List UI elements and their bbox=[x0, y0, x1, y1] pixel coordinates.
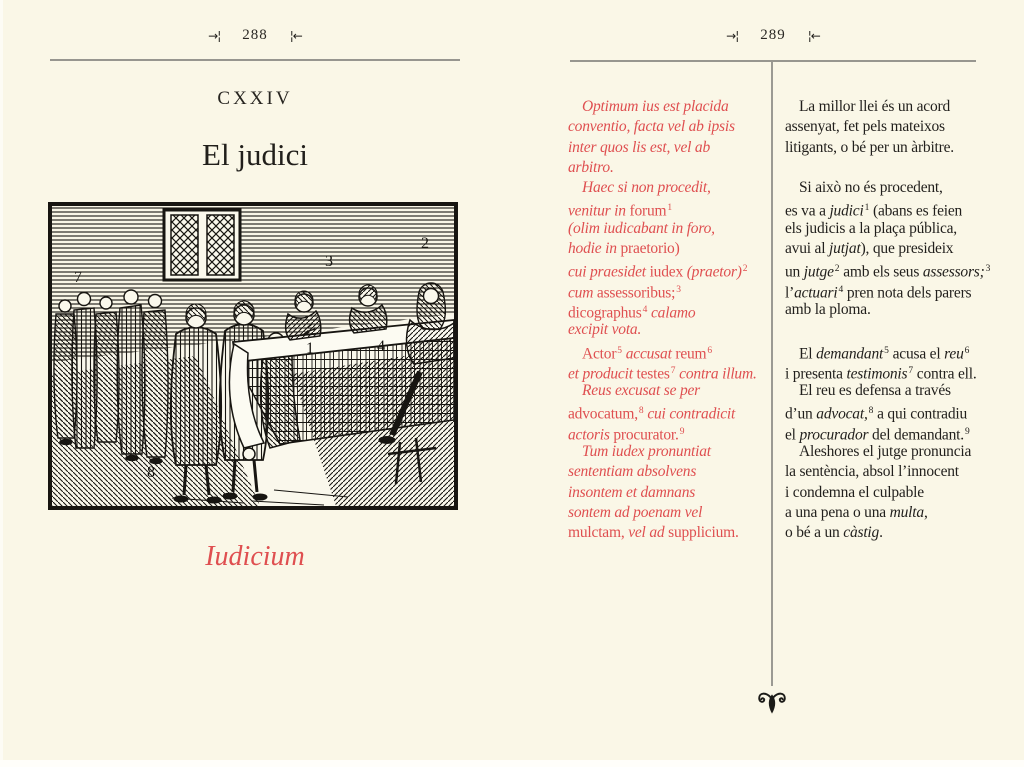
text-line: Haec si non procedit, bbox=[582, 179, 711, 197]
text-line: et producit testes$^7$ contra illum. bbox=[568, 365, 757, 383]
text-line: venitur in forum$^1$ bbox=[568, 202, 673, 220]
text-line: amb la ploma. bbox=[785, 300, 871, 318]
text-line bbox=[785, 158, 985, 178]
illustration-label: 3 bbox=[325, 253, 333, 270]
text-line: l’actuari$^4$ pren nota dels parers bbox=[785, 284, 972, 302]
chapter-number: CXXIV bbox=[217, 88, 293, 109]
arrow-to-bar-icon: →¦ bbox=[208, 28, 221, 43]
illustration-label: 7 bbox=[74, 269, 82, 286]
text-line: Actor$^5$ accusat reum$^6$ bbox=[582, 345, 713, 363]
illustration-label: 2 bbox=[421, 235, 429, 252]
text-line: els judicis a la plaça pública, bbox=[785, 219, 957, 237]
text-line: hodie in praetorio) bbox=[568, 240, 680, 258]
right-header-rule bbox=[570, 60, 976, 62]
arrow-to-bar-icon: →¦ bbox=[726, 28, 739, 43]
text-line: cum assessoribus;$^3$ bbox=[568, 284, 681, 302]
text-line: El demandant$^5$ acusa el reu$^6$ bbox=[799, 345, 970, 363]
text-line: advocatum,$^8$ cui contradicit bbox=[568, 405, 736, 423]
text-line: actoris procurator.$^9$ bbox=[568, 426, 685, 444]
text-line: Optimum ius est placida bbox=[582, 98, 729, 115]
text-line: insontem et damnans bbox=[568, 483, 696, 501]
illustration-caption: Iudicium bbox=[205, 541, 305, 572]
right-page-header bbox=[570, 27, 976, 44]
text-line: conventio, facta vel ab ipsis bbox=[568, 118, 735, 136]
text-line: cui praesidet iudex (praetor)$^2$ bbox=[568, 263, 748, 281]
text-line: un jutge$^2$ amb els seus assessors;$^3$ bbox=[785, 263, 991, 281]
text-line: assenyat, fet pels mateixos bbox=[785, 118, 945, 136]
text-line: El reu es defensa a través bbox=[799, 382, 951, 400]
text-line: dicographus$^4$ calamo bbox=[568, 304, 696, 322]
crowd-figures bbox=[54, 290, 168, 464]
left-header-rule bbox=[50, 59, 460, 61]
illustration-label: 1 bbox=[306, 340, 314, 357]
text-line: a una pena o una multa, bbox=[785, 503, 928, 521]
text-line: Reus excusat se per bbox=[582, 382, 701, 400]
text-line: i presenta testimonis$^7$ contra ell. bbox=[785, 365, 977, 383]
bar-to-arrow-icon: ¦← bbox=[289, 28, 302, 43]
latin-text-column bbox=[568, 97, 764, 544]
text-line: Tum iudex pronuntiat bbox=[582, 443, 711, 461]
page-number-left: 288 bbox=[242, 27, 268, 43]
text-line: d’un advocat,$^8$ a qui contradiu bbox=[785, 405, 968, 423]
lattice-window-icon bbox=[164, 210, 240, 280]
text-line bbox=[785, 320, 985, 340]
screenshot-left-edge bbox=[0, 0, 3, 767]
text-line: Aleshores el jutge pronuncia bbox=[799, 443, 972, 461]
text-line: Si això no és procedent, bbox=[799, 179, 943, 197]
screenshot-bottom-edge bbox=[0, 760, 1024, 767]
chapter-title: El judici bbox=[202, 137, 308, 172]
left-page-header bbox=[50, 27, 460, 44]
text-line: sontem ad poenam vel bbox=[568, 503, 703, 521]
text-line: la sentència, absol l’innocent bbox=[785, 463, 959, 481]
text-line: mulctam, vel ad supplicium. bbox=[568, 524, 739, 542]
text-line: o bé a un càstig. bbox=[785, 524, 883, 542]
text-line: i condemna el culpable bbox=[785, 483, 924, 501]
text-line: es va a judici$^1$ (abans es feien bbox=[785, 202, 963, 220]
text-line: litigants, o bé per un àrbitre. bbox=[785, 138, 954, 156]
text-line: La millor llei és un acord bbox=[799, 98, 951, 115]
text-line: excipit vota. bbox=[568, 321, 642, 339]
text-line: avui al jutjat), que presideix bbox=[785, 240, 954, 258]
text-line: sententiam absolvens bbox=[568, 463, 697, 481]
fleuron-icon bbox=[756, 691, 788, 717]
text-line: arbitro. bbox=[568, 158, 614, 176]
text-line: inter quos lis est, vel ab bbox=[568, 138, 711, 156]
illustration-label: 4 bbox=[377, 338, 385, 355]
bar-to-arrow-icon: ¦← bbox=[807, 28, 820, 43]
catalan-text-column bbox=[785, 97, 991, 544]
column-divider-rule bbox=[771, 62, 773, 686]
illustration-label: 8 bbox=[147, 464, 155, 481]
text-line: el procurador del demandant.$^9$ bbox=[785, 426, 970, 444]
page-number-right: 289 bbox=[760, 27, 786, 43]
courtroom-woodcut-illustration bbox=[48, 202, 458, 510]
text-line: (olim iudicabant in foro, bbox=[568, 219, 715, 237]
